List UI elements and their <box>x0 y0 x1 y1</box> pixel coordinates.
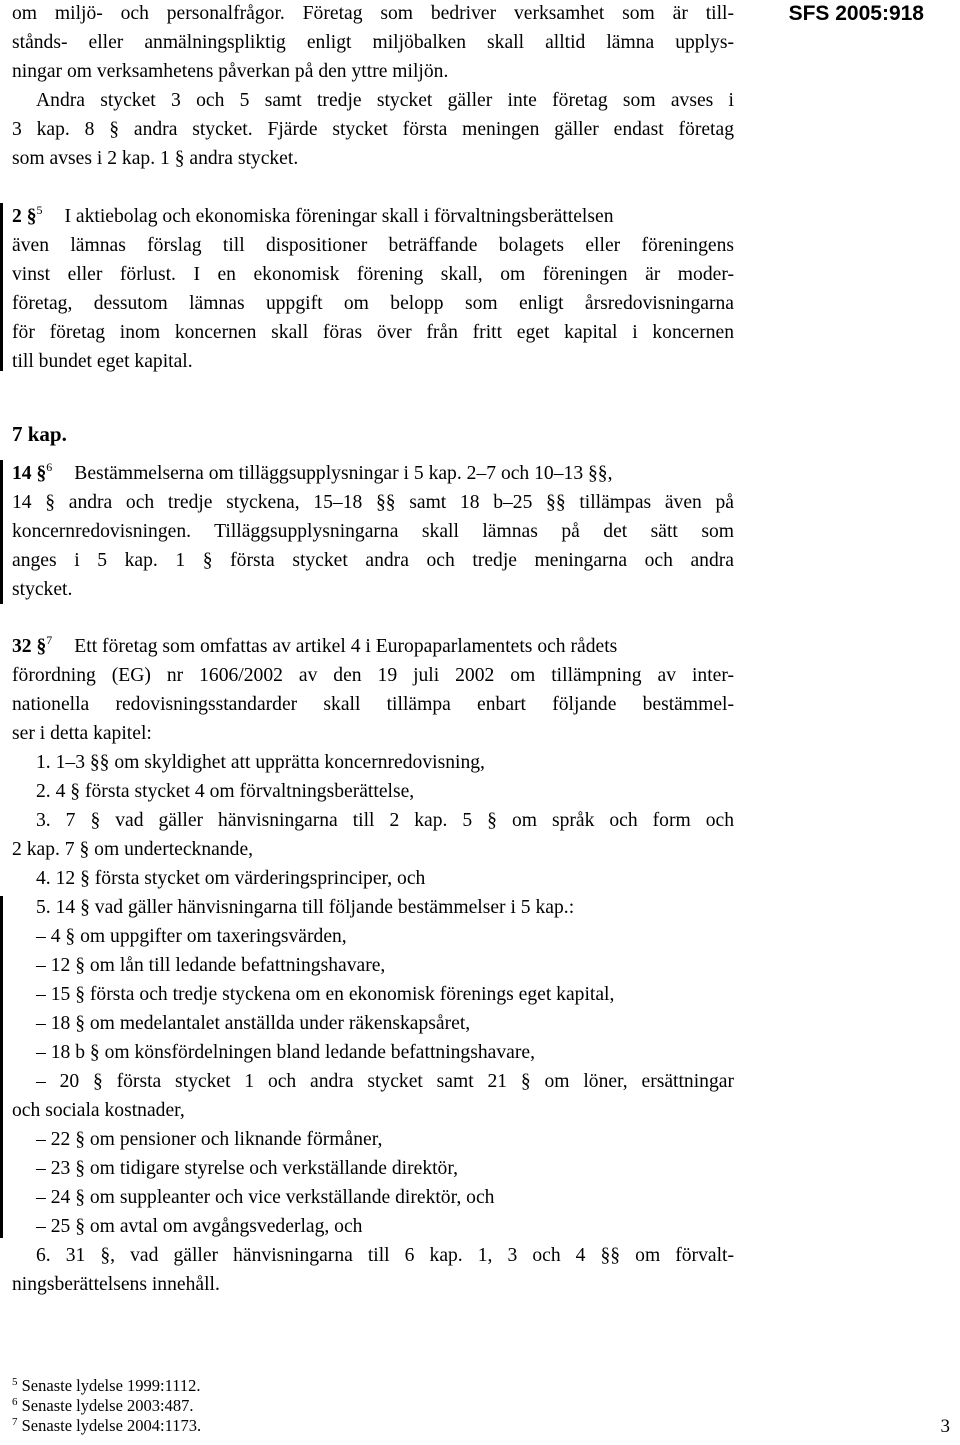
list-item: 6. 31 §, vad gäller hänvisningarna till 6 kap. 1, 3 och 4 §§ om förvalt- <box>36 1245 734 1266</box>
section-14-line: 14 § andra och tredje styckena, 15–18 §§ samt 18 b–25 §§ tillämpas även på <box>12 492 734 513</box>
section-14-first-line <box>12 460 734 488</box>
intro-line: stånds- eller anmälningspliktig enligt miljöbalken skall alltid lämna upplys- <box>12 32 734 53</box>
section-2-line: företag, dessutom lämnas uppgift om belopp som enligt årsredovisningarna <box>12 293 734 314</box>
sub-list-item: – 20 § första stycket 1 och andra stycket samt 21 § om löner, ersättningar <box>36 1071 734 1092</box>
list-item: 3. 7 § vad gäller hänvisningarna till 2 kap. 5 § om språk och form och <box>36 810 734 831</box>
footnote-number: 5 <box>12 1376 18 1388</box>
section-number: 32 § <box>12 636 47 657</box>
sub-list-item: – 25 § om avtal om avgångsvederlag, och <box>36 1216 363 1237</box>
section-14-line: anges i 5 kap. 1 § första stycket andra och tredje meningarna och andra <box>12 550 734 571</box>
footnote-number: 6 <box>12 1396 18 1408</box>
sub-list-item: – 15 § första och tredje styckena om en ekonomisk förenings eget kapital, <box>36 984 615 1005</box>
list-item: 1. 1–3 §§ om skyldighet att upprätta koncernredovisning, <box>36 752 485 773</box>
sub-list-item: – 12 § om lån till ledande befattningshavare, <box>36 955 386 976</box>
section-2-line: till bundet eget kapital. <box>12 351 193 372</box>
sub-list-item: – 4 § om uppgifter om taxeringsvärden, <box>36 926 347 947</box>
sub-list-item: – 18 b § om könsfördelningen bland ledande befattningshavare, <box>36 1042 535 1063</box>
section-32-line: nationella redovisningsstandarder skall tillämpa enbart följande bestämmel- <box>12 694 734 715</box>
list-item: 2 kap. 7 § om undertecknande, <box>12 839 254 860</box>
section-text: Ett företag som omfattas av artikel 4 i Europaparlamentets och rådets <box>74 636 618 657</box>
intro-line: ningar om verksamhetens påverkan på den yttre miljön. <box>12 61 449 82</box>
section-14-line: koncernredovisningen. Tilläggsupplysningarna skall lämnas på det sätt som <box>12 521 734 542</box>
footnote <box>12 1396 193 1418</box>
section-number: 14 § <box>12 463 47 484</box>
footnote-ref: 5 <box>36 203 43 217</box>
section-number: 2 § <box>12 206 37 227</box>
sub-list-item: – 18 § om medelantalet anställda under räkenskapsåret, <box>36 1013 471 1034</box>
section-2-line: vinst eller förlust. I en ekonomisk förening skall, om föreningen är moder- <box>12 264 734 285</box>
change-bar <box>0 896 3 1238</box>
footnote-ref: 6 <box>46 460 53 474</box>
footnote-text: Senaste lydelse 2003:487. <box>21 1396 194 1415</box>
list-item: 2. 4 § första stycket 4 om förvaltningsberättelse, <box>36 781 415 802</box>
change-bar <box>0 203 3 371</box>
section-32-first-line <box>12 633 734 661</box>
list-item: 4. 12 § första stycket om värderingsprinciper, och <box>36 868 426 889</box>
page-number: 3 <box>940 1416 950 1437</box>
section-2-first-line <box>12 203 734 231</box>
footnote <box>12 1416 201 1438</box>
sub-list-item: – 22 § om pensioner och liknande förmåner, <box>36 1129 383 1150</box>
intro-line: om miljö- och personalfrågor. Företag som bedriver verksamhet som är till- <box>12 3 734 24</box>
section-14-line: stycket. <box>12 579 73 600</box>
list-item: ningsberättelsens innehåll. <box>12 1274 220 1295</box>
footnote-number: 7 <box>12 1416 18 1428</box>
section-32-line: ser i detta kapitel: <box>12 723 152 744</box>
list-item: 5. 14 § vad gäller hänvisningarna till följande bestämmelser i 5 kap.: <box>36 897 575 918</box>
footnote-ref: 7 <box>46 633 53 647</box>
footnote-text: Senaste lydelse 2004:1173. <box>21 1416 202 1435</box>
intro-line: 3 kap. 8 § andra stycket. Fjärde stycket första meningen gäller endast företag <box>12 119 734 140</box>
sub-list-item: – 24 § om suppleanter och vice verkställande direktör, och <box>36 1187 495 1208</box>
footnote-text: Senaste lydelse 1999:1112. <box>21 1376 201 1395</box>
footnote <box>12 1376 201 1398</box>
chapter-heading: 7 kap. <box>12 422 67 446</box>
intro-line: som avses i 2 kap. 1 § andra stycket. <box>12 148 299 169</box>
section-32-line: förordning (EG) nr 1606/2002 av den 19 juli 2002 om tillämpning av inter- <box>12 665 734 686</box>
intro-line: Andra stycket 3 och 5 samt tredje stycket gäller inte företag som avses i <box>36 90 734 111</box>
sub-list-item: – 23 § om tidigare styrelse och verkställande direktör, <box>36 1158 458 1179</box>
sub-list-item: och sociala kostnader, <box>12 1100 185 1121</box>
sfs-number: SFS 2005:918 <box>788 2 924 25</box>
section-2-line: för företag inom koncernen skall föras över från fritt eget kapital i koncernen <box>12 322 734 343</box>
change-bar <box>0 460 3 604</box>
section-2-line: även lämnas förslag till dispositioner beträffande bolagets eller föreningens <box>12 235 734 256</box>
section-text: Bestämmelserna om tilläggsupplysningar i 5 kap. 2–7 och 10–13 §§, <box>74 463 613 484</box>
section-text: I aktiebolag och ekonomiska föreningar skall i förvaltningsberättelsen <box>64 206 614 227</box>
